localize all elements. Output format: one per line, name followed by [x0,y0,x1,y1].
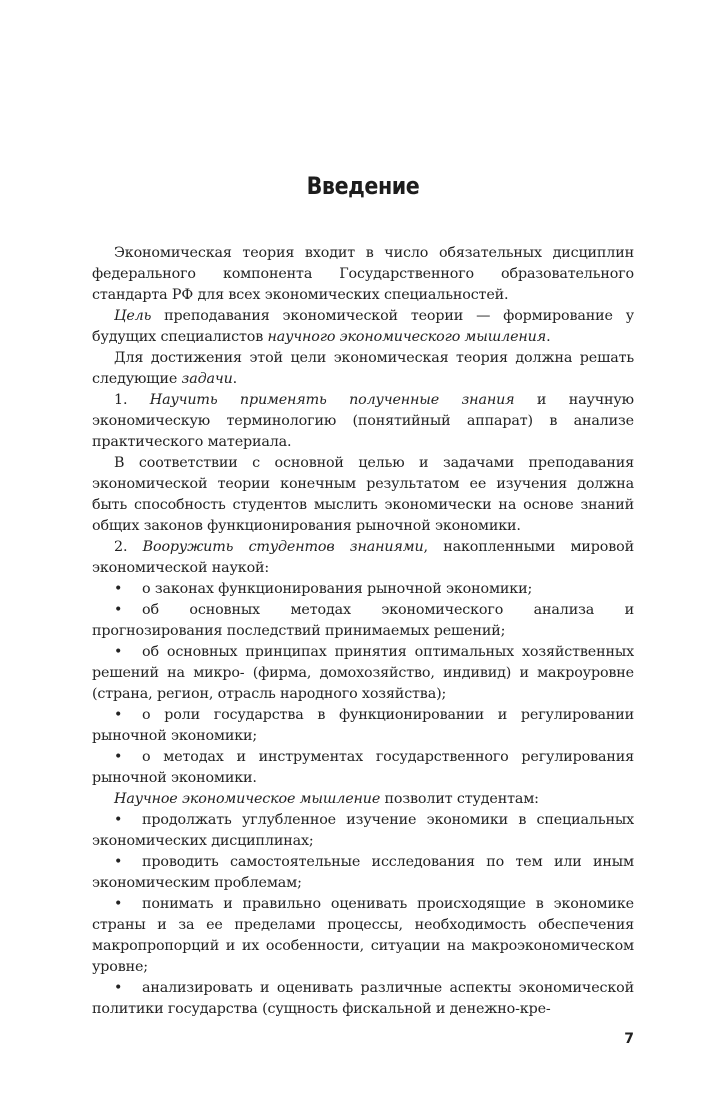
bullet-icon: • [114,602,123,618]
list-item [92,642,634,705]
emphasis-thinking: научного экономического мышления [267,329,547,345]
list-item-text: об основных принципах принятия оптимальных хозяйственных решений на микро- (фирма, домохозяйство, индивид) и макроуровне (страна, регион, отрасль народного хозяйства); [92,644,634,702]
task-1-text: и научную экономическую терминологию (понятийный аппарат) в анализе практического материала. [92,392,634,450]
emphasis-scientific-thinking: Научное экономическое мышление [114,791,381,807]
bullet-icon: • [114,854,123,870]
list-item-text: понимать и правильно оценивать происходящие в экономике страны и за ее пределами процессы, необходимость обеспечения макропропорций и их особенности, ситуации на макроэкономическом уровне; [92,896,634,975]
bullet-icon: • [114,749,123,765]
paragraph-goal-end: . [546,329,551,345]
bullet-icon: • [114,896,123,912]
paragraph-task-1 [92,390,634,453]
task-2-text: , накопленными мировой экономической наукой: [92,539,634,576]
bullet-icon: • [114,581,123,597]
paragraph-thinking [92,789,634,810]
body-text [92,243,634,1020]
paragraph-goal-text: преподавания экономической теории — формирование у будущих специалистов [92,308,634,345]
bullet-icon: • [114,980,123,996]
emphasis-goal: Цель [114,308,152,324]
paragraph-tasks-end: . [232,371,238,387]
list-item-text: об основных методах экономического анализа и прогнозирования последствий принимаемых решений; [92,602,634,639]
list-item [92,579,634,600]
list-item [92,600,634,642]
paragraph-task-2 [92,537,634,579]
emphasis-task-2: Вооружить студентов знаниями [142,539,424,555]
paragraph-intro: Экономическая теория входит в число обязательных дисциплин федерального компонента Государственного образовательного стандарта РФ для всех экономических специальностей. [92,245,634,303]
paragraph-tasks-text: Для достижения этой цели экономическая теория должна решать следующие [92,350,634,387]
paragraph-result: В соответствии с основной целью и задачами преподавания экономической теории конечным результатом ее изучения должна быть способность студентов мыслить экономически на основе знаний общих законов функционирования рыночной экономики. [92,455,634,534]
list-item-text: анализировать и оценивать различные аспекты экономической политики государства (сущность фискальной и денежно-кре- [92,980,634,1017]
task-2-number: 2. [114,539,143,555]
paragraph-tasks [92,348,634,390]
emphasis-task-1: Научить применять полученные знания [149,392,515,408]
list-item-text: о роли государства в функционировании и регулировании рыночной экономики; [92,707,634,744]
list-item-text: о законах функционирования рыночной экономики; [142,581,533,597]
page-number: 7 [624,1031,634,1047]
bullet-icon: • [114,707,123,723]
task-1-number: 1. [114,392,150,408]
list-item [92,852,634,894]
list-item-text: продолжать углубленное изучение экономики в специальных экономических дисциплинах; [92,812,634,849]
list-item-text: о методах и инструментах государственного регулирования рыночной экономики. [92,749,634,786]
bullet-icon: • [114,644,123,660]
list-item [92,810,634,852]
list-item [92,747,634,789]
paragraph-thinking-text: позволит студентам: [380,791,539,807]
list-item [92,894,634,978]
list-item [92,978,634,1020]
paragraph-goal [92,306,634,348]
list-item-text: проводить самостоятельные исследования по тем или иным экономическим проблемам; [92,854,634,891]
page-title: Введение [306,172,420,200]
list-item [92,705,634,747]
emphasis-tasks: задачи [181,371,233,387]
bullet-icon: • [114,812,123,828]
